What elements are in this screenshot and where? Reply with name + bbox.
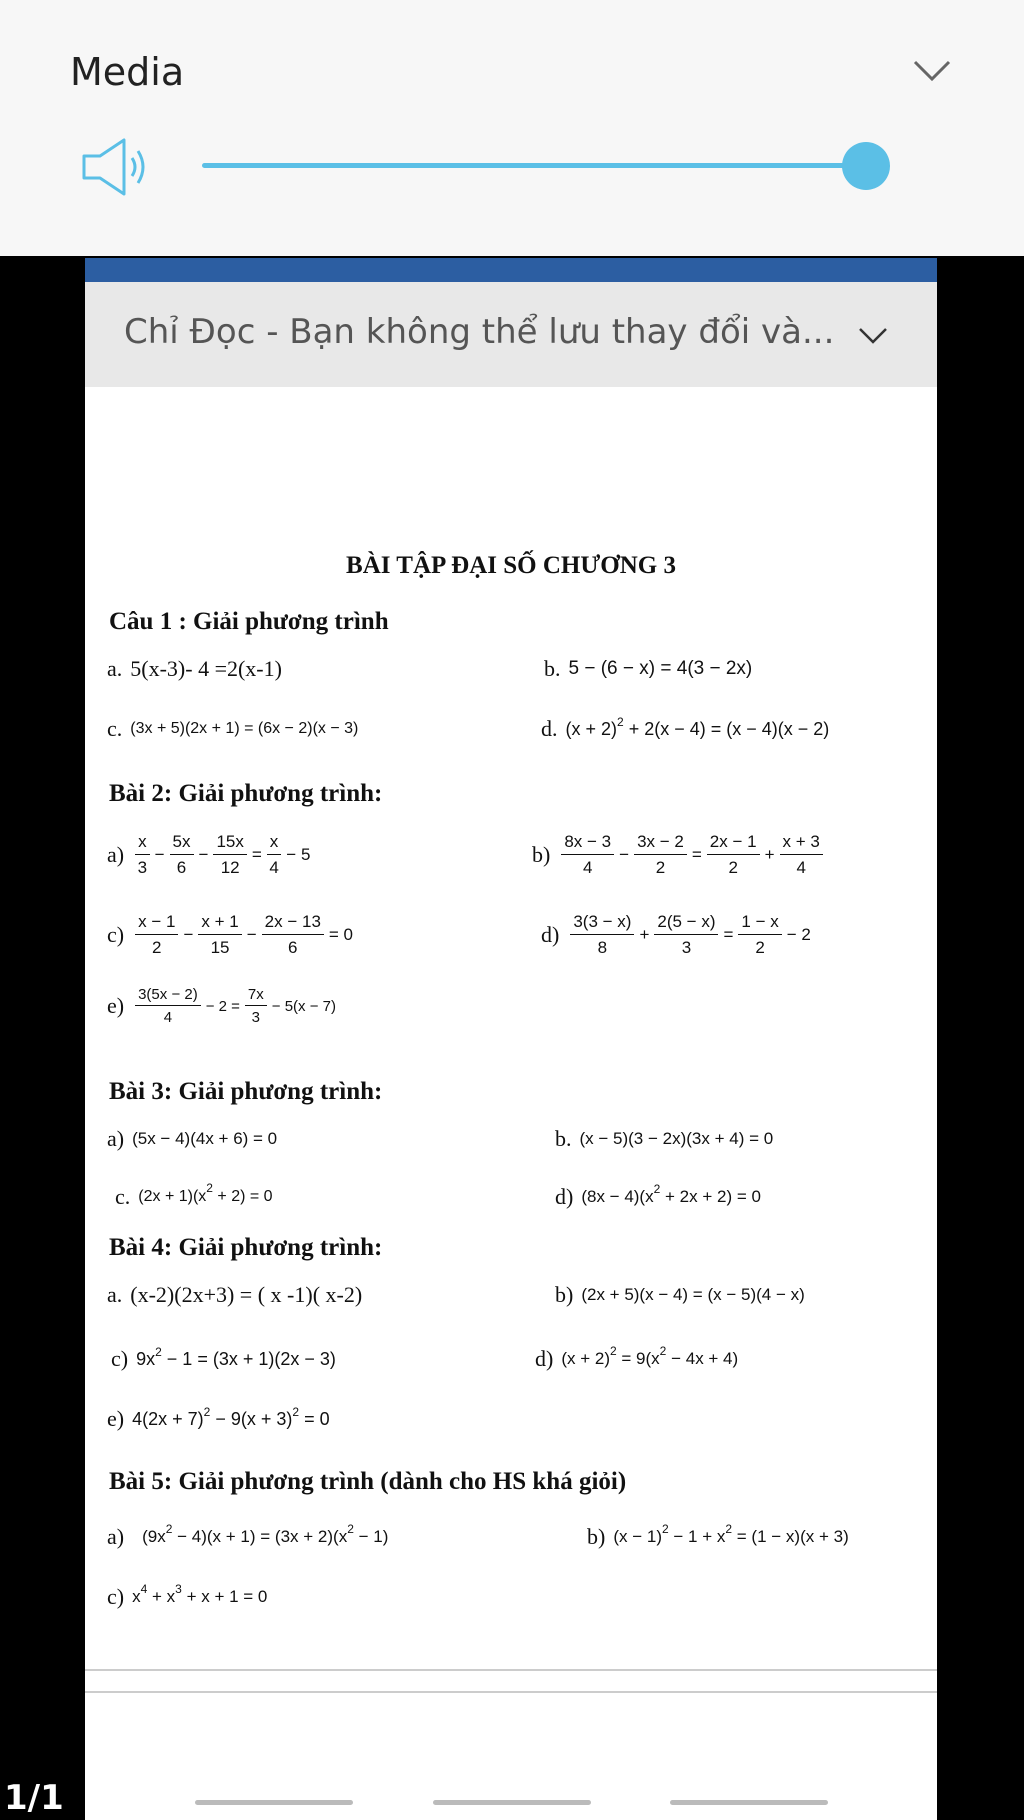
page-divider <box>85 1691 937 1693</box>
item-label: a) <box>107 1524 125 1549</box>
document-page[interactable] <box>85 258 937 1820</box>
item-label: d. <box>541 716 558 741</box>
equation-5b: b) $(x - 1)^2 - 1 + x^2 = (1 - x)(x + 3)$ <box>587 1522 849 1549</box>
section-heading: Bài 2: Giải phương trình: <box>109 780 383 807</box>
equation-text: (2x + 5)(x − 4) = (x − 5)(4 − x) <box>581 1285 805 1304</box>
media-title: Media <box>70 50 185 94</box>
equation-text: (3x + 5)(2x + 1) = (6x − 2)(x − 3) <box>130 720 359 737</box>
item-label: d) <box>535 1346 554 1371</box>
item-label: b. <box>555 1126 572 1151</box>
item-label: b. <box>544 656 561 681</box>
item-label: a. <box>107 656 123 681</box>
equation-2c: c) $\frac{x - 1}{2}$ − $\frac{x + 1}{15}$ − $\frac{2x - 13}{6}$ = 0 <box>107 912 354 957</box>
equation-2d: d) $\frac{3(3 - x)}{8}$ + $\frac{2(5 - x)}{3}$ = $\frac{1 - x}{2}$ − 2 <box>541 912 811 957</box>
item-label: c. <box>107 716 123 741</box>
item-label: c. <box>115 1184 131 1209</box>
equation-4e: e) $4(2x + 7)^2 - 9(x + 3)^2 = 0$ <box>107 1404 330 1431</box>
equation-3b <box>555 1126 773 1152</box>
volume-slider-track[interactable] <box>202 163 866 168</box>
equation-text: 5(x-3)- 4 =2(x-1) <box>130 656 282 681</box>
equation-1d: d. $(x + 2)^2 + 2(x - 4) = (x - 4)(x - 2)$ <box>541 714 830 741</box>
equation-3c: c. $(2x + 1)(x^2 + 2) = 0$ <box>115 1181 273 1209</box>
page-indicator: 1/1 <box>4 1778 64 1818</box>
equation-1b <box>544 656 752 682</box>
item-label: c) <box>107 922 125 947</box>
item-label: a) <box>107 842 125 867</box>
section-heading: Bài 4: Giải phương trình: <box>109 1234 383 1261</box>
media-panel <box>0 0 1024 256</box>
item-label: d) <box>541 922 560 947</box>
item-label: c) <box>107 1584 125 1609</box>
item-label: c) <box>111 1346 129 1371</box>
section-heading: Câu 1 : Giải phương trình <box>109 608 389 635</box>
item-label: d) <box>555 1184 574 1209</box>
equation-4d: d) $(x + 2)^2 = 9(x^2 - 4x + 4)$ <box>535 1344 739 1371</box>
volume-slider-thumb[interactable] <box>842 142 890 190</box>
section-heading: Bài 3: Giải phương trình: <box>109 1078 383 1105</box>
item-label: e) <box>107 993 125 1018</box>
item-label: a) <box>107 1126 125 1151</box>
equation-5c: c) $x^4 + x^3 + x + 1 = 0$ <box>107 1582 268 1609</box>
equation-4b <box>555 1282 805 1308</box>
readonly-banner-text: Chỉ Đọc - Bạn không thể lưu thay đổi và... <box>124 312 835 352</box>
item-label: b) <box>532 842 551 867</box>
equation-4c: c) $9x^2 - 1 = (3x + 1)(2x - 3)$ <box>111 1344 336 1371</box>
speaker-icon[interactable] <box>80 136 152 198</box>
equation-1c <box>107 716 358 742</box>
equation-text: (5x − 4)(4x + 6) = 0 <box>132 1129 278 1148</box>
item-label: b) <box>555 1282 574 1307</box>
equation-text: (x-2)(2x+3) = ( x -1)( x-2) <box>130 1282 363 1307</box>
equation-4a <box>107 1282 362 1308</box>
chevron-down-icon[interactable] <box>912 58 952 84</box>
scroll-tab[interactable] <box>195 1800 353 1805</box>
section-heading: Bài 5: Giải phương trình (dành cho HS khá giỏi) <box>109 1468 627 1495</box>
equation-3d: d) $(8x - 4)(x^2 + 2x + 2) = 0$ <box>555 1182 761 1209</box>
document-title: BÀI TẬP ĐẠI SỐ CHƯƠNG 3 <box>346 552 676 579</box>
page-divider <box>85 1669 937 1671</box>
item-label: e) <box>107 1406 125 1431</box>
equation-5a: a) $(9x^2 - 4)(x + 1) = (3x + 2)(x^2 - 1)$ <box>107 1522 389 1549</box>
equation-3a <box>107 1126 277 1152</box>
equation-2b: b) $\frac{8x - 3}{4}$ − $\frac{3x - 2}{2}$ = $\frac{2x - 1}{2}$ + $\frac{x + 3}{4}$ <box>532 832 826 878</box>
item-label: b) <box>587 1524 606 1549</box>
document-body <box>85 258 937 1609</box>
scroll-tab[interactable] <box>433 1800 591 1805</box>
equation-2e: e) $\frac{3(5x - 2)}{4}$ − 2 = $\frac{7x}{3}$ − 5(x − 7) <box>107 986 336 1026</box>
item-label: a. <box>107 1282 123 1307</box>
equation-text: (x − 5)(3 − 2x)(3x + 4) = 0 <box>579 1129 774 1148</box>
equation-2a: a) $\frac{x}{3}$ − $\frac{5x}{6}$ − $\frac{15x}{12}$ = $\frac{x}{4}$ − 5 <box>107 832 311 877</box>
scroll-tab[interactable] <box>670 1800 828 1805</box>
equation-1a <box>107 656 282 682</box>
equation-text: 5 − (6 − x) = 4(3 − 2x) <box>568 658 753 679</box>
